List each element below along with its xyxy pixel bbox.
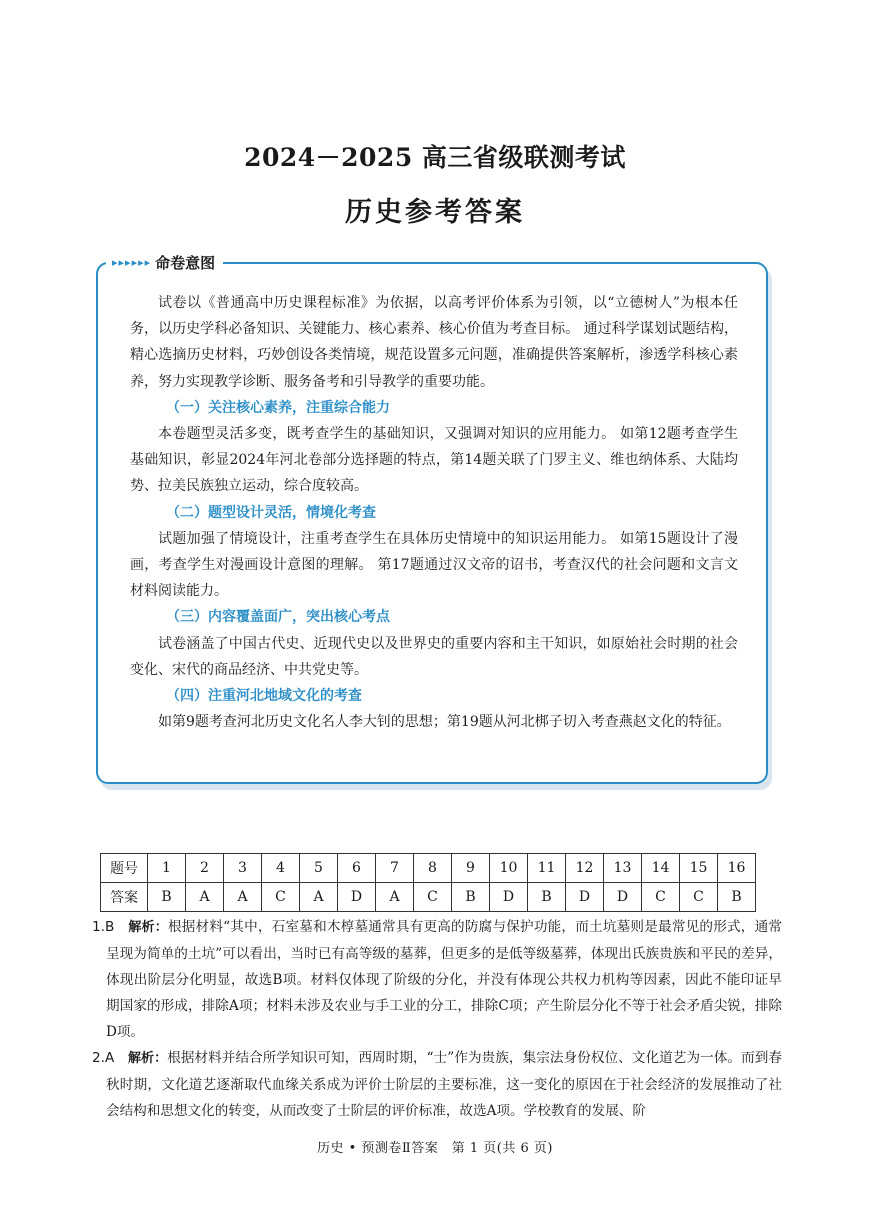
question-number: 10 bbox=[490, 854, 528, 883]
section-text-3: 试卷涵盖了中国古代史、近现代史以及世界史的重要内容和主干知识，如原始社会时期的社会变化、宋代的商品经济、中共党史等。 bbox=[130, 635, 738, 678]
answer-cell: D bbox=[338, 883, 376, 912]
answer-cell: A bbox=[300, 883, 338, 912]
answer-cell: D bbox=[566, 883, 604, 912]
answer-cell: C bbox=[680, 883, 718, 912]
question-number-row bbox=[101, 854, 756, 883]
answer-cell: B bbox=[452, 883, 490, 912]
arrow-bullets-icon: ▸▸▸▸▸▸ bbox=[112, 255, 152, 269]
explanations bbox=[92, 914, 782, 1124]
answer-cell: A bbox=[186, 883, 224, 912]
section-heading-4: （四）注重河北地域文化的考查 bbox=[166, 688, 362, 705]
explanation-text: 根据材料“其中，石室墓和木椁墓通常具有更高的防腐与保护功能，而土坑墓则是最常见的形式，通常呈现为简单的土坑”可以看出，当时已有高等级的墓葬，但更多的是低等级墓葬，体现出氏族贵族和平民的差异，体现出阶层分化明显，故选B项。材料仅体现了阶级的分化，并没有体现公共权力机构等因素，因此不能印证早期国家的形成，排除A项；材料未涉及农业与手工业的分工，排除C项；产生阶层分化不等于社会矛盾尖锐，排除D项。 bbox=[106, 919, 783, 1040]
explanation-number: 1.B bbox=[92, 919, 115, 935]
intent-intro: 试卷以《普通高中历史课程标准》为依据，以高考评价体系为引领，以“立德树人”为根本任务，以历史学科必备知识、关键能力、核心素养、核心价值为考查目标。 通过科学谋划试题结构，精心选摘历史材料，巧妙创设各类情境，规范设置多元问题，准确提供答案解析，渗透学科核心素养，努力实现教学诊断、服务备考和引导教学的重要功能。 bbox=[130, 295, 738, 390]
explanation-label: 解析： bbox=[128, 920, 168, 935]
question-number: 2 bbox=[186, 854, 224, 883]
question-number: 14 bbox=[642, 854, 680, 883]
question-number: 11 bbox=[528, 854, 566, 883]
answer-cell: B bbox=[528, 883, 566, 912]
answer-cell: D bbox=[604, 883, 642, 912]
question-number: 15 bbox=[680, 854, 718, 883]
question-number: 16 bbox=[718, 854, 756, 883]
answer-table bbox=[100, 853, 756, 912]
row-label-number: 题号 bbox=[101, 854, 148, 883]
exam-title: 2024－2025 高三省级联测考试 bbox=[244, 143, 626, 172]
section-heading-3: （三）内容覆盖面广，突出核心考点 bbox=[166, 609, 390, 626]
section-text-2: 试题加强了情境设计，注重考查学生在具体历史情境中的知识运用能力。 如第15题设计了漫画，考查学生对漫画设计意图的理解。 第17题通过汉文帝的诏书，考查汉代的社会问题和文言文材料阅读能力。 bbox=[130, 530, 738, 600]
question-number: 13 bbox=[604, 854, 642, 883]
section-text-4: 如第9题考查河北历史文化名人李大钊的思想；第19题从河北梆子切入考查燕赵文化的特征。 bbox=[158, 714, 731, 731]
answer-row bbox=[101, 883, 756, 912]
intent-box-body bbox=[130, 290, 738, 735]
row-label-answer: 答案 bbox=[101, 883, 148, 912]
explanation-item bbox=[92, 1045, 782, 1124]
intent-box-title: 命卷意图 bbox=[155, 253, 216, 272]
question-number: 5 bbox=[300, 854, 338, 883]
section-heading-2: （二）题型设计灵活，情境化考查 bbox=[166, 504, 376, 521]
question-number: 4 bbox=[262, 854, 300, 883]
question-number: 3 bbox=[224, 854, 262, 883]
answer-cell: A bbox=[224, 883, 262, 912]
answer-cell: C bbox=[414, 883, 452, 912]
answer-cell: C bbox=[262, 883, 300, 912]
question-number: 12 bbox=[566, 854, 604, 883]
explanation-text: 根据材料并结合所学知识可知，西周时期，“士”作为贵族，集宗法身份权位、文化道艺为一体。而到春秋时期，文化道艺逐渐取代血缘关系成为评价士阶层的主要标准，这一变化的原因在于社会经济的发展推动了社会结构和思想文化的转变，从而改变了士阶层的评价标准，故选A项。学校教育的发展、阶 bbox=[106, 1050, 782, 1119]
question-number: 8 bbox=[414, 854, 452, 883]
document-subtitle: 历史参考答案 bbox=[345, 197, 525, 228]
section-heading-1: （一）关注核心素养，注重综合能力 bbox=[166, 399, 390, 416]
answer-cell: C bbox=[642, 883, 680, 912]
explanation-item bbox=[92, 914, 782, 1045]
question-number: 6 bbox=[338, 854, 376, 883]
answer-cell: D bbox=[490, 883, 528, 912]
page-footer: 历史 • 预测卷Ⅱ答案 第 1 页(共 6 页) bbox=[317, 1141, 553, 1156]
explanation-label: 解析： bbox=[128, 1051, 168, 1066]
answer-cell: B bbox=[718, 883, 756, 912]
question-number: 9 bbox=[452, 854, 490, 883]
question-number: 7 bbox=[376, 854, 414, 883]
explanation-number: 2.A bbox=[92, 1050, 115, 1066]
intent-box-header bbox=[106, 249, 223, 275]
answer-cell: A bbox=[376, 883, 414, 912]
section-text-1: 本卷题型灵活多变，既考查学生的基础知识，又强调对知识的应用能力。 如第12题考查学生基础知识，彰显2024年河北卷部分选择题的特点，第14题关联了门罗主义、维也纳体系、大陆均势、拉美民族独立运动，综合度较高。 bbox=[130, 426, 738, 495]
answer-cell: B bbox=[148, 883, 186, 912]
question-number: 1 bbox=[148, 854, 186, 883]
